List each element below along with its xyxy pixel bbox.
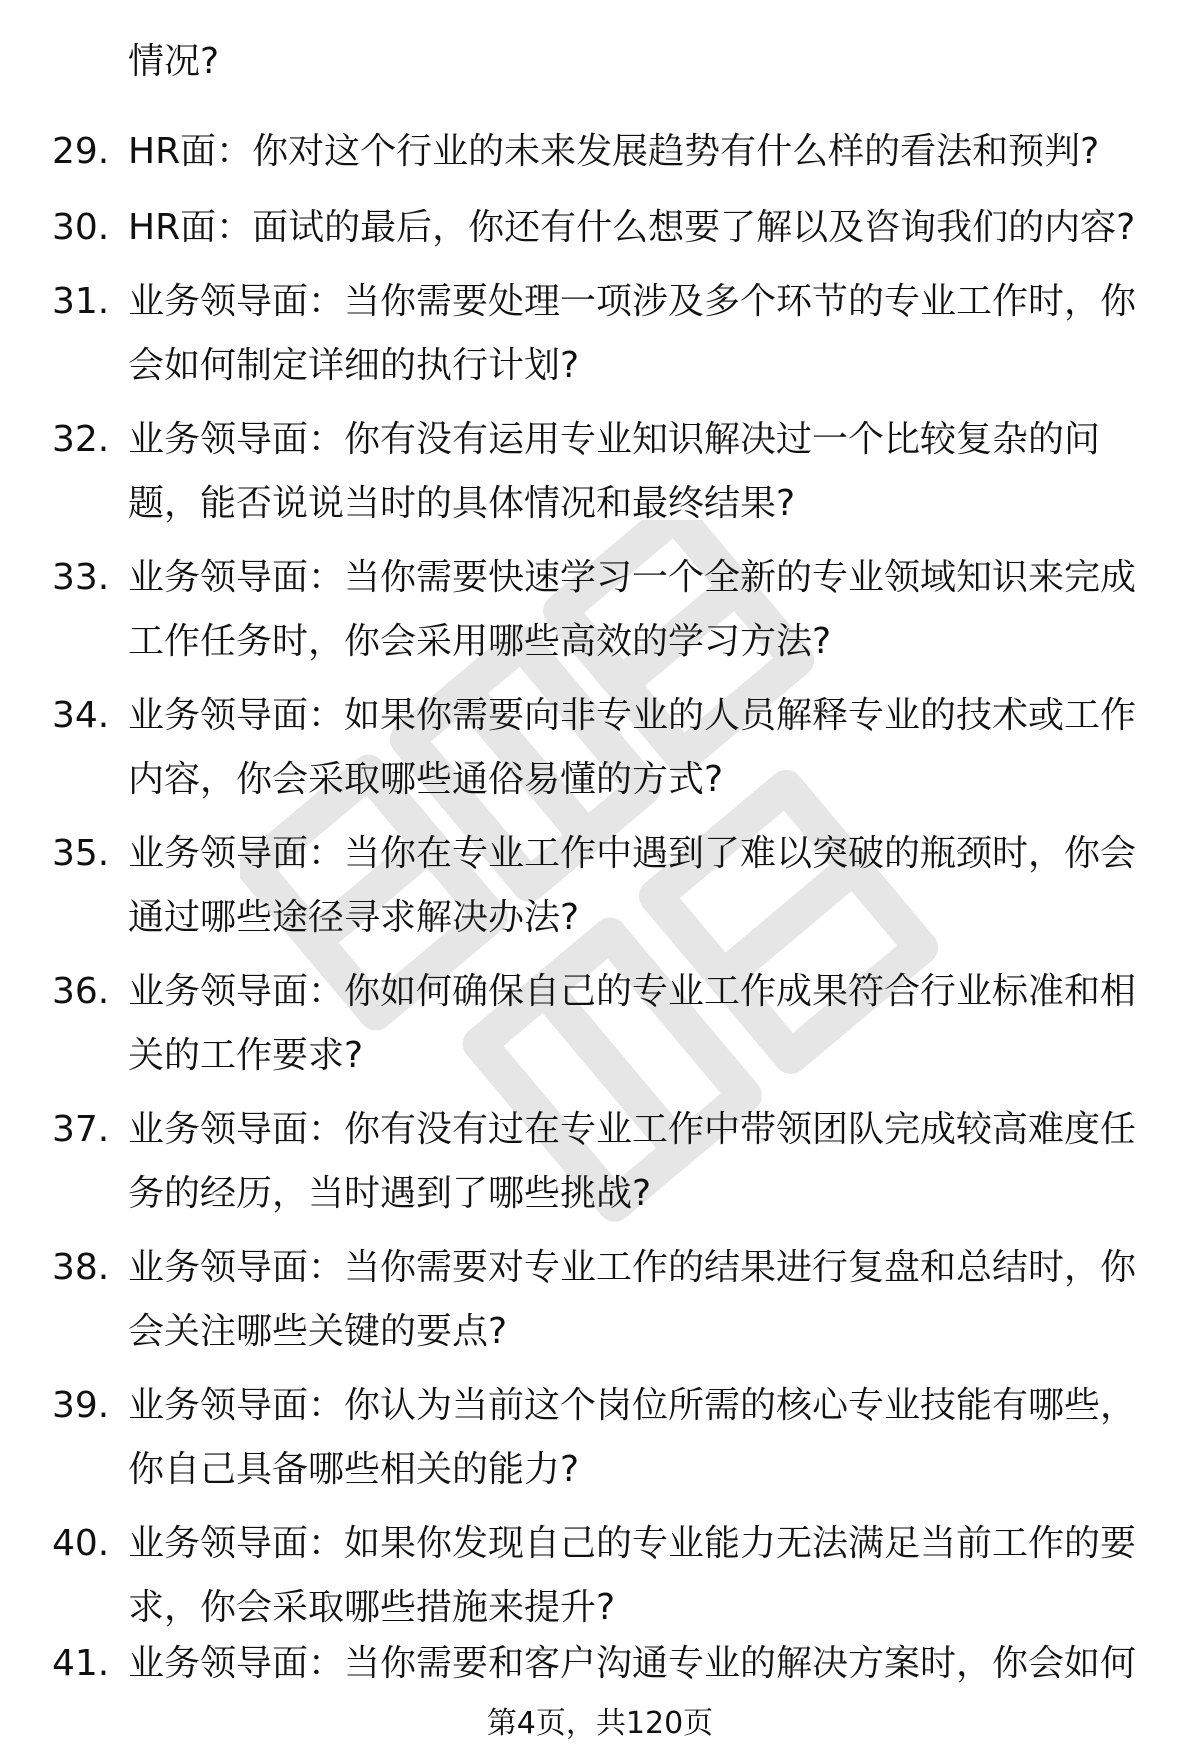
question-text-line: 业务领导面：你认为当前这个岗位所需的核心专业技能有哪些，: [128, 1385, 1137, 1426]
question-number: 38.: [52, 1247, 110, 1288]
question-text-line: 工作任务时，你会采用哪些高效的学习方法?: [128, 621, 832, 662]
question-number: 36.: [52, 971, 110, 1012]
question-text-line: 业务领导面：你有没有运用专业知识解决过一个比较复杂的问: [128, 419, 1101, 460]
question-number: 30.: [52, 207, 110, 248]
question-text-line: 业务领导面：当你在专业工作中遇到了难以突破的瓶颈时，你会: [128, 833, 1137, 874]
question-text-line: 业务领导面：你如何确保自己的专业工作成果符合行业标准和相: [128, 971, 1137, 1012]
question-text-line: 会关注哪些关键的要点?: [128, 1311, 508, 1352]
question-number: 41.: [52, 1643, 110, 1684]
question-text-line: 务的经历，当时遇到了哪些挑战?: [128, 1173, 652, 1214]
continuation-text: 情况?: [128, 41, 220, 82]
question-text-line: 你自己具备哪些相关的能力?: [128, 1449, 580, 1490]
question-number: 39.: [52, 1385, 110, 1426]
question-number: 37.: [52, 1109, 110, 1150]
question-text-line: 业务领导面：如果你发现自己的专业能力无法满足当前工作的要: [128, 1523, 1137, 1564]
page-number-footer: 第4页，共120页: [486, 1706, 714, 1741]
question-number: 35.: [52, 833, 110, 874]
question-text-line: 业务领导面：当你需要快速学习一个全新的专业领域知识来完成: [128, 557, 1137, 598]
question-text-line: 题，能否说说当时的具体情况和最终结果?: [128, 483, 796, 524]
question-text-line: 业务领导面：你有没有过在专业工作中带领团队完成较高难度任: [128, 1109, 1137, 1150]
question-text-line: 业务领导面：如果你需要向非专业的人员解释专业的技术或工作: [128, 695, 1137, 736]
question-text-line: 会如何制定详细的执行计划?: [128, 345, 580, 386]
question-text-line: 业务领导面：当你需要处理一项涉及多个环节的专业工作时，你: [128, 281, 1137, 322]
question-number: 31.: [52, 281, 110, 322]
question-text-line: 求，你会采取哪些措施来提升?: [128, 1587, 616, 1628]
question-number: 32.: [52, 419, 110, 460]
question-text-line: 业务领导面：当你需要对专业工作的结果进行复盘和总结时，你: [128, 1247, 1137, 1288]
question-text-line: 关的工作要求?: [128, 1035, 364, 1076]
question-text-line: 通过哪些途径寻求解决办法?: [128, 897, 580, 938]
question-number: 40.: [52, 1523, 110, 1564]
question-number: 34.: [52, 695, 110, 736]
question-number: 33.: [52, 557, 110, 598]
question-text-line: 内容，你会采取哪些通俗易懂的方式?: [128, 759, 724, 800]
question-text-line: 业务领导面：当你需要和客户沟通专业的解决方案时，你会如何: [128, 1643, 1137, 1684]
question-text-line: HR面：面试的最后，你还有什么想要了解以及咨询我们的内容?: [128, 207, 1136, 248]
question-number: 29.: [52, 131, 110, 172]
question-text-line: HR面：你对这个行业的未来发展趋势有什么样的看法和预判?: [128, 131, 1100, 172]
